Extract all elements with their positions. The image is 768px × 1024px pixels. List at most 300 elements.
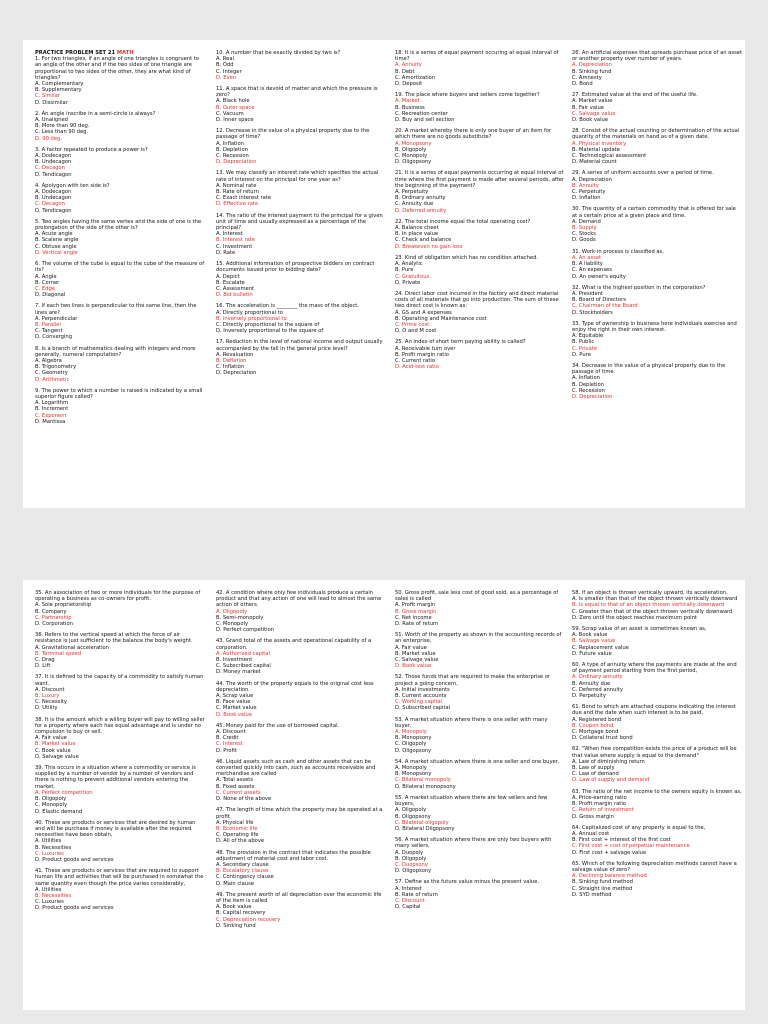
answer-option: A. Logarithm	[35, 400, 69, 407]
page1-column-4	[572, 50, 742, 405]
answer-option: D. Oligopsony	[395, 868, 432, 875]
answer-option: D. Oligopsony	[395, 747, 432, 754]
question-item	[216, 170, 386, 207]
answer-option: A. Depict	[216, 273, 240, 280]
answer-option: D. Inflation	[572, 195, 601, 202]
answer-option: A. Book value	[572, 632, 608, 639]
answer-option: D. Private	[395, 279, 421, 286]
question-stem: 50. Gross profit, sale less cost of good sold, as a percentage of sales is called	[395, 590, 559, 603]
question-item	[572, 861, 742, 898]
answer-option: B. First cost + interest of the first cost	[572, 837, 671, 844]
answer-option: A. Book value	[216, 904, 252, 911]
page2-column-2	[216, 590, 386, 934]
question-item	[572, 746, 742, 783]
question-item	[35, 219, 205, 256]
answer-option: C. Monopoly	[216, 621, 249, 628]
answer-option-correct: B. Parallel	[35, 321, 61, 328]
answer-option-correct: A. An asset	[572, 254, 602, 261]
question-stem: 38. It is the amount which a willing buyer will pay to willing seller for a property where each has equal advantage and is under no compulsion to buy or sell.	[35, 716, 205, 736]
answer-option: D. Book value	[572, 117, 609, 124]
question-item	[216, 723, 386, 754]
answer-option: B. Trigonometry	[35, 364, 77, 371]
question-item	[35, 674, 205, 711]
question-stem: 57. Define as the future value minus the present value.	[395, 879, 540, 886]
question-item	[395, 92, 565, 123]
answer-option: C. Subscribed capital	[216, 663, 271, 670]
answer-option: A. Demand	[572, 218, 601, 225]
answer-option-correct: D. Deferred annuity	[395, 207, 447, 214]
question-item	[216, 681, 386, 718]
answer-option: A. Receivable turn over	[395, 345, 456, 352]
question-stem: 58. If an object is thrown vertically upward, its acceleration.	[572, 590, 728, 596]
question-stem: 14. The ratio of the interest payment to the principal for a given unit of time and usually expressed as a percentage of the principal?	[216, 212, 383, 232]
answer-option: D. Deposit	[395, 81, 423, 88]
answer-option: D. Buy and sell section	[395, 117, 455, 124]
answer-option: A. Interest	[216, 231, 243, 238]
question-stem: 16. The acceleration is ________ the mass of the object.	[216, 303, 359, 310]
answer-option-correct: D. Even	[216, 74, 237, 81]
question-stem: 36. Refers to the vertical speed at which the force of air resistance is just sufficient to the balance the body's weight.	[35, 632, 193, 645]
answer-option: B. Board of Directors	[572, 297, 626, 304]
answer-option-correct: A. Annuity	[395, 62, 422, 69]
answer-option: A. Unaligned	[35, 117, 68, 124]
answer-option: D. Product goods and services	[35, 856, 114, 863]
answer-option-correct: C. Prime cost	[395, 321, 430, 328]
answer-option: B. Credit	[216, 735, 239, 742]
answer-option: A. Fair value	[35, 735, 67, 742]
answer-option: A. Total assets	[216, 777, 254, 784]
answer-option: B. Fair value	[572, 104, 604, 111]
question-stem: 40. These are products or services that are desired by human and will be purchase if money is available after the required necessities have been obtain,	[35, 819, 196, 839]
answer-option: B. Rate of return	[395, 891, 438, 898]
answer-option: B. Operating and Maintenance cost	[395, 315, 487, 322]
answer-option: A. Interest	[395, 885, 422, 892]
answer-option: B. Increment	[35, 406, 69, 413]
answer-option: A. Black hole	[216, 98, 250, 105]
answer-option-correct: C. Decagon	[35, 201, 65, 208]
document-page-2	[23, 580, 745, 1010]
answer-option: C. An expenses	[572, 267, 612, 274]
question-item	[216, 50, 386, 81]
question-item	[35, 183, 205, 214]
answer-option: D. Salvage value	[35, 753, 79, 760]
question-stem: 43. Grand total of the assets and operational capability of a corporation.	[216, 638, 372, 651]
question-item	[572, 704, 742, 741]
question-stem: 61. Bond to which are attached coupons indicating the interest due and the date when such interest is to be paid,	[572, 704, 736, 717]
answer-option: C. Recreation center	[395, 110, 448, 117]
answer-option-correct: C. Gratuitous	[395, 273, 430, 280]
answer-option: A. Market value	[572, 98, 613, 105]
answer-option-correct: C. Depreciation recovery	[216, 916, 281, 923]
answer-option: B. A liability	[572, 261, 603, 268]
answer-option: C. Necessity	[35, 699, 67, 706]
answer-option: A. Nominal rate	[216, 182, 257, 189]
question-item	[572, 825, 742, 856]
answer-option: A. Depreciation	[572, 176, 612, 183]
answer-option: B. Investment	[216, 657, 253, 664]
answer-option: D. Perfect competition	[216, 627, 275, 634]
question-item	[216, 759, 386, 802]
question-item	[35, 303, 205, 340]
question-stem: 11. A space that is devoid of matter and which the pressure is zero?	[216, 86, 378, 99]
answer-option-correct: D. Vertical angle	[35, 249, 78, 256]
answer-option: B. Scalene angle	[35, 237, 79, 244]
page1-column-2	[216, 50, 386, 382]
answer-option-correct: D. Arithmetic	[35, 376, 70, 383]
title-text: PRACTICE PROBLEM SET 21	[35, 50, 116, 56]
question-item	[395, 255, 565, 286]
question-stem: 33. Type of ownership in business here individuals exercise and enjoy the right in their own interest.	[572, 320, 737, 333]
answer-option: C. Stocks	[572, 231, 596, 238]
answer-option-correct: A. Monopoly	[395, 729, 427, 736]
question-stem: 56. A market situation where there are only two buyers with many sellers,	[395, 837, 552, 850]
answer-option: C. Luxuries	[35, 899, 64, 906]
question-item	[35, 56, 205, 106]
answer-option-correct: C. Partnership	[35, 614, 72, 621]
question-stem: 22. The total income equal the total operating cost?	[395, 218, 531, 225]
answer-option-correct: D. Law of supply and demand	[572, 777, 650, 784]
question-stem: 7. If each two lines is perpendicular to the same line, then the lines are?	[35, 303, 197, 316]
answer-option-correct: B. Annuity	[572, 182, 599, 189]
answer-option: A. Duopoly	[395, 849, 424, 856]
answer-option: D. Dissimilar	[35, 99, 68, 106]
question-stem: 13. We may classify an interest rate which specifies the actual rate of interest on the principal for one year as?	[216, 170, 379, 183]
answer-option: D. Goods	[572, 237, 596, 244]
question-stem: 26. An artificial expenses that spreads purchase price of an asset or another property over number of years.	[572, 50, 742, 63]
question-item	[572, 92, 742, 123]
answer-option-correct: A. Physical inventory	[572, 140, 627, 147]
answer-option: D. Capital	[395, 904, 421, 911]
answer-option: C. Inflation	[216, 364, 245, 371]
answer-option-correct: C. Duopsony	[395, 861, 428, 868]
answer-option: C. Recession	[572, 387, 605, 394]
answer-option-correct: A. Perfect competition	[35, 789, 93, 796]
answer-option: D. Future value	[572, 650, 612, 657]
answer-option: C. Technological assessment	[572, 153, 647, 160]
answer-option: B. Oligopoly	[395, 855, 427, 862]
answer-option-correct: B. Supply	[572, 225, 597, 232]
answer-option: A. Equitable	[572, 333, 604, 340]
question-item	[572, 50, 742, 87]
answer-option: D. Bilateral monopsony	[395, 783, 456, 790]
question-item	[395, 795, 565, 832]
answer-option: B. Rate of return	[216, 189, 259, 196]
answer-option: D. All of the above	[216, 838, 265, 845]
answer-option: B. Necessities	[35, 844, 72, 851]
answer-option-correct: C. Interest	[216, 741, 243, 748]
question-stem: 42. A condition where only few individuals produce a certain product and that any action of one will lead to almost the same action of others.	[216, 590, 382, 609]
question-stem: 10. A number that be exactly divided by two is?	[216, 50, 341, 56]
question-item	[395, 170, 565, 213]
answer-option-correct: B. Economic life	[216, 825, 258, 832]
answer-option: D. Oligopsony	[395, 159, 432, 166]
question-stem: 8. Is a branch of mathematics dealing with integers and more generally, numeral computation?	[35, 345, 196, 358]
answer-option: D. None of the above	[216, 796, 272, 803]
answer-option: D. Gross margin	[572, 813, 614, 820]
answer-option: C. Obtuse angle	[35, 243, 77, 250]
answer-option: A. Discount	[216, 729, 246, 736]
answer-option: A. Profit margin	[395, 602, 436, 609]
answer-option: A. Price-earning ratio	[572, 794, 627, 801]
answer-option-correct: D. Depreciation	[216, 159, 257, 166]
question-item	[395, 590, 565, 627]
question-item	[395, 717, 565, 754]
answer-option: B. Oligopoly	[35, 796, 67, 803]
answer-option: C. Investment	[216, 243, 253, 250]
answer-option: A. Analytic	[395, 261, 423, 268]
answer-option: D. Tendicagon	[35, 207, 72, 214]
answer-option-correct: B. Necessities	[35, 892, 72, 899]
answer-option: B. More than 90 deg.	[35, 123, 90, 130]
question-stem: 34. Decrease in the value of a physical property due to the passage of time.	[572, 362, 726, 376]
answer-option-correct: B. Deflation	[216, 357, 247, 364]
question-item	[35, 147, 205, 178]
answer-option: B. Sinking fund method	[572, 879, 633, 886]
answer-option: D. Subscribed capital	[395, 705, 451, 712]
question-stem: 3. A factor repeated to produce a power is?	[35, 146, 148, 153]
question-stem: 32. What is the highest position in the corporation?	[572, 284, 706, 291]
question-item	[572, 626, 742, 657]
answer-option: B. Depletion	[216, 146, 248, 153]
answer-option: A. Discount	[35, 686, 65, 693]
answer-option: B. Fixed assets	[216, 783, 255, 790]
answer-option: A. Perpendicular	[35, 315, 78, 322]
answer-option: A. Real	[216, 56, 234, 63]
answer-option: D. Stockholders	[572, 309, 613, 316]
answer-option: D. Rate of return	[395, 621, 439, 628]
answer-option: D. O and M cost	[395, 328, 437, 335]
question-stem: 62. "When free competition exists the price of a product will be that value where supply is equal to the demand"	[572, 746, 737, 759]
question-item	[395, 674, 565, 711]
answer-option-correct: B. Gross margin	[395, 608, 437, 615]
answer-option: D. Zero until the object reaches maximum point	[572, 614, 697, 621]
answer-option: A. Complementary	[35, 81, 84, 88]
answer-option: A. Inflation	[572, 375, 600, 382]
answer-option: B. Undecagon	[35, 159, 72, 166]
question-item	[216, 261, 386, 298]
question-item	[216, 590, 386, 633]
answer-option: B. Current accounts	[395, 693, 447, 700]
answer-option: C. Directly proportional to the square of	[216, 321, 320, 328]
answer-option-correct: C. Chairman of the Board	[572, 303, 638, 310]
question-item	[395, 291, 565, 334]
question-stem: 55. A market situation where there are few sellers and few buyers,	[395, 794, 548, 808]
answer-option: B. In place value	[395, 231, 439, 238]
question-stem: 44. The worth of the property equals to the original cost less depreciation.	[216, 680, 374, 693]
answer-option: A. Initial investments	[395, 686, 450, 693]
answer-option: B. Law of supply	[572, 765, 615, 772]
answer-option: C. Net income	[395, 614, 432, 621]
answer-option: A. Utilities	[35, 838, 62, 845]
answer-option: B. Ordinary annuity	[395, 195, 446, 202]
answer-option: A. Law of diminishing return	[572, 758, 645, 765]
answer-option-correct: B. Is equal to that of an object thrown vertically downward	[572, 602, 725, 609]
answer-option: B. Sinking fund	[572, 68, 612, 75]
answer-option: B. Profit margin ratio	[395, 351, 449, 358]
answer-option: C. Deferred annuity	[572, 686, 623, 693]
answer-option: D. Utility	[35, 705, 58, 712]
question-stem: 18. It is a series of equal payment occuring at equal interval of time?	[395, 50, 559, 63]
question-stem: 51. Worth of the property as shown in the accounting records of an enterprise,	[395, 632, 562, 645]
question-stem: 54. A market situation where there is one seller and one buyer,	[395, 758, 560, 765]
answer-option: C. Vacuum	[216, 110, 244, 117]
question-item	[572, 789, 742, 820]
answer-option-correct: A. Authorized capital	[216, 650, 270, 657]
question-item	[216, 638, 386, 675]
answer-option-correct: C. Decagon	[35, 165, 65, 172]
question-item	[572, 662, 742, 699]
answer-option: C. Book value	[35, 747, 71, 754]
answer-option-correct: B. Outer space	[216, 104, 255, 111]
question-stem: 64. Capitalized cost of any property is equal to the,	[572, 824, 706, 831]
answer-option-correct: C. Private	[572, 345, 598, 352]
answer-option-correct: A. Depreciation	[572, 62, 612, 69]
answer-option: B. Monopsony	[395, 771, 432, 778]
answer-option: B. Depletion	[572, 381, 604, 388]
answer-option: C. Integer	[216, 68, 242, 75]
answer-option-correct: D. Book value	[395, 663, 432, 670]
answer-option: A. Directly proportional to	[216, 309, 283, 316]
question-item	[216, 339, 386, 376]
answer-option: D. First cost + salvage value	[572, 849, 647, 856]
question-stem: 46. Liquid assets such as cash and other assets that can be converted quickly into cash, such as accounts receivable and merchandise are called	[216, 758, 376, 778]
question-stem: 35. An association of two or more individuals for the purpose of operating a business as co-owners for profit.	[35, 590, 201, 603]
answer-option: B. Annuity due	[572, 680, 611, 687]
answer-option-correct: A. Ordinary annuity	[572, 674, 623, 681]
question-item	[35, 346, 205, 383]
question-stem: 6. The volume of the cube is equal to the cube of the measure of its?	[35, 261, 205, 274]
question-stem: 20. A market whereby there is only one buyer of an item for which there are no goods substitute?	[395, 128, 552, 141]
question-item	[395, 632, 565, 669]
answer-option: B. Debt	[395, 68, 415, 75]
answer-option: A. Fair value	[395, 644, 427, 651]
answer-option-correct: D. Bid bulletin	[216, 292, 253, 299]
question-item	[572, 590, 742, 621]
answer-option: B. Market value	[395, 650, 436, 657]
question-item	[572, 249, 742, 280]
answer-option-correct: B. Salvage value	[572, 638, 616, 645]
answer-option: B. Oligopsony	[395, 813, 431, 820]
answer-option: B. Business	[395, 104, 425, 111]
answer-option: C. Amnesty	[572, 74, 602, 81]
answer-option: D. Collateral trust bond	[572, 735, 633, 742]
answer-option: C. Drag	[35, 657, 55, 664]
question-item	[395, 837, 565, 874]
question-stem: 31. Work-in process is classified as,	[572, 248, 664, 255]
answer-option: C. Monopoly	[35, 802, 68, 809]
page2-column-1	[35, 590, 205, 917]
answer-option: A. Scrap value	[216, 693, 254, 700]
answer-option-correct: A. Declining balance method	[572, 873, 647, 880]
question-item	[216, 128, 386, 165]
answer-option: D. Sinking fund	[216, 922, 256, 929]
question-item	[35, 765, 205, 815]
answer-option-correct: C. Return of investment	[572, 807, 634, 814]
question-item	[395, 759, 565, 790]
answer-option-correct: C. Luxuries	[35, 850, 64, 857]
question-item	[572, 321, 742, 358]
question-item	[572, 170, 742, 201]
question-stem: 49. The present worth of all depreciation over the economic life of the item is called	[216, 891, 382, 904]
answer-option: B. Monopsony	[395, 735, 432, 742]
answer-option: D. Corporation	[35, 621, 73, 628]
answer-option: A. Oligopoly	[395, 807, 427, 814]
question-item	[395, 50, 565, 87]
question-item	[216, 86, 386, 123]
answer-option-correct: A. Monopsony	[395, 140, 432, 147]
answer-option: A. Balance cheet	[395, 225, 439, 232]
question-stem: 19. The place where buyers and sellers come together?	[395, 92, 540, 99]
question-stem: 5. Two angles having the same vertex and the side of one is the prolongation of the side of the other is?	[35, 218, 202, 232]
page2-column-3	[395, 590, 565, 915]
question-stem: 21. It is a series of equal payments occurring at equal interval of time where the first payment is made after several periods, after the beginning of the payment?	[395, 170, 565, 189]
question-stem: 12. Decrease in the value of a physical property due to the passage of time?	[216, 128, 370, 141]
answer-option: C. Assessment	[216, 285, 255, 292]
question-item	[216, 850, 386, 887]
answer-option: A. Registered bond	[572, 716, 622, 723]
answer-option: A. Sole proprietorship	[35, 602, 92, 609]
answer-option: B. Company	[35, 608, 67, 615]
answer-option: D. Main clause	[216, 880, 254, 887]
answer-option: D. Tendicagon	[35, 171, 72, 178]
question-stem: 45. Money paid for the use of borrowed capital.	[216, 722, 340, 729]
answer-option: C. Operating life	[216, 832, 259, 839]
question-stem: 53. A market situation where there is one seller with many buyer,	[395, 716, 548, 729]
answer-option: B. Face value	[216, 699, 251, 706]
answer-option: D. Lift	[35, 663, 51, 670]
answer-option: A. Angle	[35, 273, 57, 280]
answer-option-correct: B. Inversely proportional to	[216, 315, 287, 322]
answer-option: C. Geometry	[35, 370, 68, 377]
answer-option: D. Inversely proportional to the square of	[216, 328, 324, 335]
answer-option: D. Money market	[216, 669, 261, 676]
answer-option: D. Bilateral Oligopsony	[395, 825, 455, 832]
question-item	[35, 717, 205, 760]
answer-option: C. Amortization	[395, 74, 436, 81]
question-stem: 23. Kind of obligation which has no condition attached.	[395, 254, 539, 261]
answer-option-correct: B. Escalatory clause	[216, 868, 269, 875]
answer-option: D. Elastic demand	[35, 808, 83, 815]
answer-option: A. President	[572, 290, 603, 297]
question-stem: 47. The length of time which the property may be operated at a profit	[216, 807, 383, 820]
answer-option: B. Escalate	[216, 279, 245, 286]
answer-option-correct: D. Depreciation	[572, 393, 613, 400]
answer-option-correct: D. Acid-test ratio	[395, 364, 439, 371]
answer-option: D. Pure	[572, 351, 591, 358]
answer-option-correct: B. Terminal speed	[35, 650, 82, 657]
answer-option: D. SYD method	[572, 891, 612, 898]
answer-option: B. Supplementary	[35, 87, 82, 94]
question-item	[572, 206, 742, 243]
answer-option-correct: D. Book value	[216, 711, 253, 718]
answer-option: D. Converging	[35, 334, 72, 341]
answer-option: C. Monopoly	[395, 153, 428, 160]
answer-option: A. Dodecagon	[35, 153, 72, 160]
answer-option-correct: C. Bilateral oligopoly	[395, 819, 449, 826]
answer-option-correct: D. Breakeven no gain loss	[395, 243, 463, 250]
answer-option: B. Profit margin ratio	[572, 801, 626, 808]
question-stem: 41. These are products or services that are required to support human life and activities that will be purchased in somewhat the same quantity even though the price varies considerably,	[35, 868, 204, 887]
answer-option: C. Salvage value	[395, 657, 439, 664]
question-stem: 27. Estimated value at the end of the useful life.	[572, 92, 698, 99]
answer-option: C. Check and balance	[395, 237, 452, 244]
question-stem: 63. The ratio of the net income to the owners equity is known as,	[572, 788, 742, 795]
answer-option-correct: D. Effective rate	[216, 201, 259, 208]
answer-option: C. Market value	[216, 705, 257, 712]
question-stem: 37. It is defined to the capacity of a commodity to satisfy human want.	[35, 674, 204, 687]
question-item	[35, 590, 205, 627]
answer-option: A. Monopoly	[395, 765, 427, 772]
